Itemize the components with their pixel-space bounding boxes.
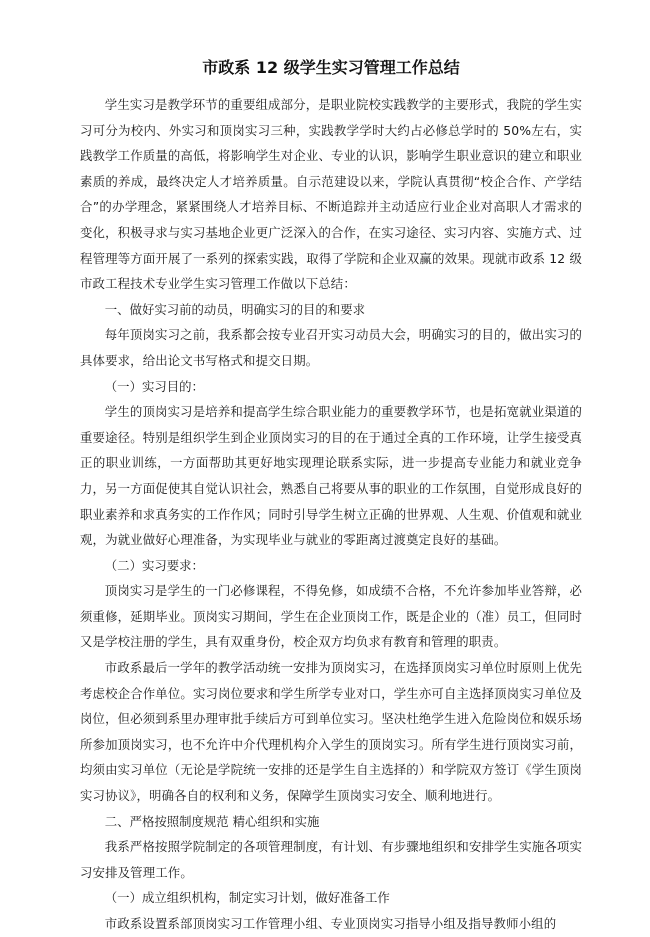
document-title: 市政系 12 级学生实习管理工作总结 bbox=[202, 58, 460, 77]
sub3-heading: （一）成立组织机构，制定实习计划，做好准备工作 bbox=[104, 890, 390, 906]
sub1-heading: （一）实习目的： bbox=[104, 378, 204, 394]
section1-paragraph: 每年顶岗实习之前，我系都会按专业召开实习动员大会，明确实习的目的，做出实习的具体要求，给出论文书写格式和提交日期。 bbox=[80, 327, 582, 368]
sub2-paragraph-2: 市政系最后一学年的教学活动统一安排为顶岗实习，在选择顶岗实习单位时原则上优先考虑校企合作单位。实习岗位要求和学生所学专业对口，学生亦可自主选择顶岗实习单位及岗位，但必须到系里办理审批手续后方可到单位实习。坚决杜绝学生进入危险岗位和娱乐场所参加顶岗实习，也不允许中介代理机构介入学生的顶岗实习。所有学生进行顶岗实习前，均须由实习单位（无论是学院统一安排的还是学生自主选择的）和学院双方签订《学生顶岗实习协议》，明确各自的权利和义务，保障学生顶岗实习安全、顺利地进行。 bbox=[80, 660, 582, 804]
sub3-paragraph: 市政系设置系部顶岗实习工作管理小组、专业顶岗实习指导小组及指导教师小组的 bbox=[104, 916, 557, 931]
section2-paragraph: 我系严格按照学院制定的各项管理制度，有计划、有步骤地组织和安排学生实施各项实习安排及管理工作。 bbox=[80, 839, 582, 880]
intro-paragraph: 学生实习是教学环节的重要组成部分，是职业院校实践教学的主要形式，我院的学生实习可分为校内、外实习和顶岗实习三种，实践教学学时大约占必修总学时的 50%左右，实践教学工作质量的高低，将影响学生对企业、专业的认识，影响学生职业意识的建立和职业素质的养成，最终决定人才培养质量。自示范建设以来，学院认真贯彻“校企合作、产学结合”的办学理念，紧紧围绕人才培养目标、不断追踪并主动适应行业企业对高职人才需求的变化，积极寻求与实习基地企业更广泛深入的合作，在实习途径、实习内容、实施方式、过程管理等方面开展了一系列的探索实践，取得了学院和企业双赢的效果。现就市政系 12 级市政工程技术专业学生实习管理工作做以下总结： bbox=[80, 97, 582, 292]
sub2-paragraph-1: 顶岗实习是学生的一门必修课程，不得免修，如成绩不合格，不允许参加毕业答辩，必须重修，延期毕业。顶岗实习期间，学生在企业顶岗工作，既是企业的（准）员工，但同时又是学校注册的学生，具有双重身份，校企双方均负求有教育和管理的职责。 bbox=[80, 583, 582, 650]
section1-heading: 一、做好实习前的动员，明确实习的目的和要求 bbox=[104, 301, 365, 317]
sub2-heading: （二）实习要求： bbox=[104, 557, 204, 573]
document-page bbox=[80, 56, 582, 937]
section2-heading: 二、严格按照制度规范 精心组织和实施 bbox=[104, 813, 320, 829]
sub1-paragraph: 学生的顶岗实习是培养和提高学生综合职业能力的重要教学环节，也是拓宽就业渠道的重要途径。特别是组织学生到企业顶岗实习的目的在于通过全真的工作环境，让学生接受真正的职业训练，一方面帮助其更好地实现理论联系实际，进一步提高专业能力和就业竞争力，另一方面促使其自觉认识社会，熟悉自己将要从事的职业的工作氛围，自觉形成良好的职业素养和求真务实的工作作风；同时引导学生树立正确的世界观、人生观、价值观和就业观，为就业做好心理准备，为实现毕业与就业的零距离过渡奠定良好的基础。 bbox=[80, 404, 582, 548]
